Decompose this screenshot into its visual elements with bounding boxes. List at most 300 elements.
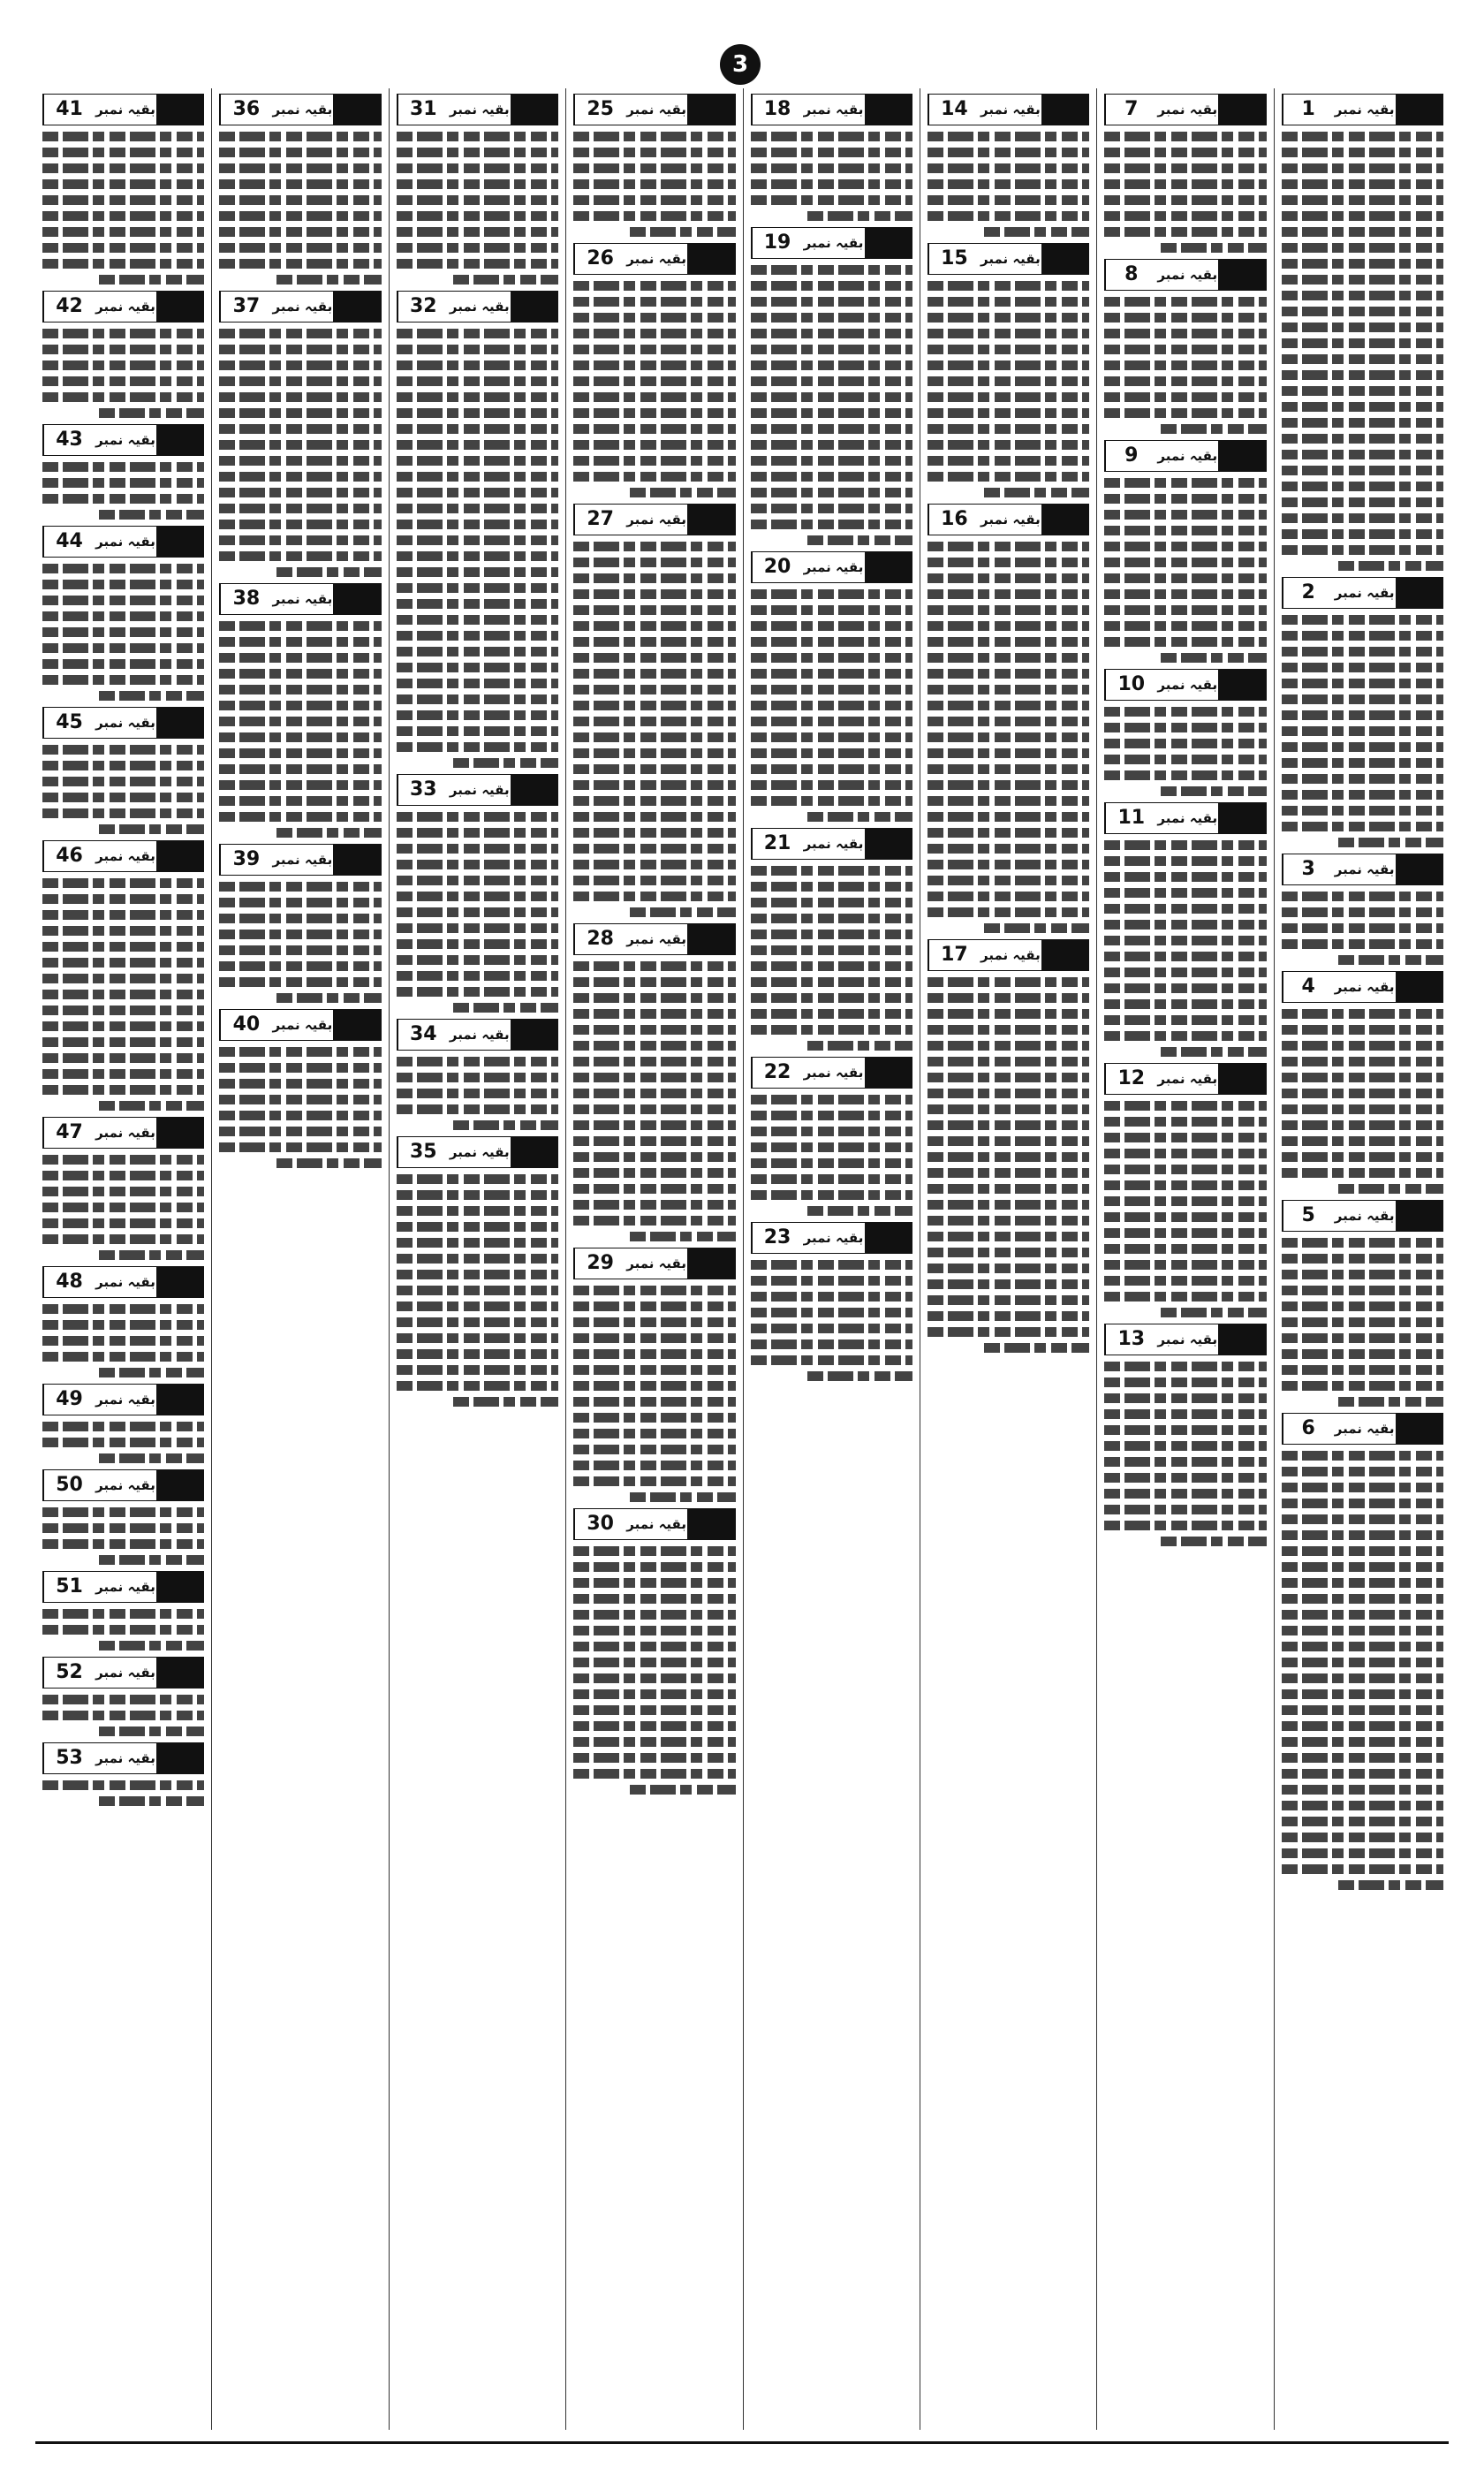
text-line xyxy=(1282,466,1443,475)
text-line xyxy=(42,360,204,370)
text-line xyxy=(1282,1658,1443,1667)
section-label: بقیہ نمبر xyxy=(95,102,155,118)
text-line xyxy=(1282,354,1443,364)
text-line xyxy=(573,653,735,663)
text-line xyxy=(219,898,381,907)
continuation-header xyxy=(928,243,1089,275)
news-column xyxy=(565,88,742,2430)
text-line xyxy=(397,971,558,981)
text-line xyxy=(397,987,558,997)
continuation-item xyxy=(219,583,381,838)
continuation-number: 48 xyxy=(43,1267,95,1297)
text-line xyxy=(42,761,204,770)
header-bar xyxy=(687,244,734,274)
continuation-item xyxy=(397,291,558,768)
text-line xyxy=(1282,1451,1443,1461)
text-line xyxy=(573,717,735,726)
text-line xyxy=(573,456,735,466)
text-line xyxy=(1104,755,1266,764)
continuation-header xyxy=(42,1117,204,1149)
text-line xyxy=(219,424,381,434)
article-text xyxy=(573,281,735,497)
text-line xyxy=(1104,1196,1266,1206)
text-line xyxy=(573,148,735,157)
text-line xyxy=(397,812,558,822)
text-line xyxy=(928,621,1089,631)
continuation-header xyxy=(751,1222,912,1254)
text-line xyxy=(573,701,735,710)
text-line xyxy=(219,764,381,774)
header-bar xyxy=(333,845,380,875)
text-line xyxy=(99,691,204,701)
text-line xyxy=(1104,888,1266,898)
continuation-number: 33 xyxy=(398,775,449,805)
text-line xyxy=(1282,1073,1443,1082)
continuation-number: 7 xyxy=(1105,95,1156,125)
section-label: بقیہ نمبر xyxy=(1334,1208,1395,1224)
text-line xyxy=(397,360,558,370)
text-line xyxy=(751,748,912,758)
text-line xyxy=(928,1216,1089,1226)
section-label: بقیہ نمبر xyxy=(1157,267,1218,283)
continuation-number: 14 xyxy=(928,95,980,125)
text-line xyxy=(573,1025,735,1035)
text-line xyxy=(573,621,735,631)
text-line xyxy=(219,669,381,679)
text-line xyxy=(573,589,735,599)
text-line xyxy=(1161,653,1266,663)
text-line xyxy=(1104,313,1266,323)
newspaper-page xyxy=(35,88,1450,2430)
text-line xyxy=(219,195,381,205)
continuation-number: 27 xyxy=(574,505,625,535)
article-text xyxy=(1282,1238,1443,1407)
text-line xyxy=(573,1546,735,1556)
continuation-header xyxy=(573,923,735,955)
text-line xyxy=(928,1009,1089,1019)
text-line xyxy=(1282,1817,1443,1826)
text-line xyxy=(1338,838,1443,847)
text-line xyxy=(219,132,381,141)
text-line xyxy=(1104,707,1266,717)
text-line xyxy=(99,1796,204,1806)
text-line xyxy=(397,663,558,672)
text-line xyxy=(1282,338,1443,348)
continuation-number: 46 xyxy=(43,841,95,871)
text-line xyxy=(1282,482,1443,491)
text-line xyxy=(397,599,558,609)
continuation-header xyxy=(1282,854,1443,885)
text-line xyxy=(751,424,912,434)
text-line xyxy=(219,148,381,157)
text-line xyxy=(573,1152,735,1162)
text-line xyxy=(573,1333,735,1343)
article-text xyxy=(1104,1362,1266,1546)
text-line xyxy=(42,611,204,621)
text-line xyxy=(928,977,1089,987)
text-line xyxy=(573,1286,735,1295)
article-text xyxy=(928,542,1089,933)
text-line xyxy=(1282,1120,1443,1130)
article-text xyxy=(1282,132,1443,571)
text-line xyxy=(42,745,204,755)
article-text xyxy=(1282,1009,1443,1194)
text-line xyxy=(219,914,381,923)
text-line xyxy=(397,1104,558,1114)
text-line xyxy=(42,878,204,888)
continuation-header xyxy=(42,1469,204,1501)
continuation-item xyxy=(1282,854,1443,965)
text-line xyxy=(42,1006,204,1015)
text-line xyxy=(751,977,912,987)
text-line xyxy=(1338,1184,1443,1194)
text-line xyxy=(1282,1626,1443,1635)
text-line xyxy=(751,701,912,710)
text-line xyxy=(1282,1737,1443,1747)
text-line xyxy=(1282,1721,1443,1731)
text-line xyxy=(928,329,1089,338)
text-line xyxy=(1282,647,1443,656)
continuation-item xyxy=(573,94,735,237)
text-line xyxy=(807,1206,912,1216)
continuation-number: 35 xyxy=(398,1137,449,1167)
text-line xyxy=(984,227,1089,237)
text-line xyxy=(573,1381,735,1391)
text-line xyxy=(42,910,204,920)
text-line xyxy=(219,345,381,354)
continuation-header xyxy=(573,1248,735,1279)
continuation-item xyxy=(42,840,204,1111)
continuation-number: 52 xyxy=(43,1658,95,1688)
text-line xyxy=(751,796,912,806)
header-bar xyxy=(156,1572,203,1602)
continuation-number: 49 xyxy=(43,1385,95,1415)
continuation-number: 20 xyxy=(752,552,803,582)
text-line xyxy=(573,1184,735,1194)
text-line xyxy=(397,132,558,141)
text-line xyxy=(573,1136,735,1146)
text-line xyxy=(1104,1473,1266,1483)
text-line xyxy=(42,163,204,173)
text-line xyxy=(1104,605,1266,615)
text-line xyxy=(397,1381,558,1391)
text-line xyxy=(630,1785,735,1795)
text-line xyxy=(42,1187,204,1196)
text-line xyxy=(42,1320,204,1330)
text-line xyxy=(751,882,912,892)
text-line xyxy=(397,1206,558,1216)
header-bar xyxy=(156,1743,203,1773)
text-line xyxy=(1282,1483,1443,1492)
text-line xyxy=(1282,939,1443,949)
text-line xyxy=(1282,758,1443,768)
text-line xyxy=(751,621,912,631)
text-line xyxy=(1161,786,1266,796)
header-bar xyxy=(156,95,203,125)
text-line xyxy=(1104,1133,1266,1142)
continuation-number: 15 xyxy=(928,244,980,274)
text-line xyxy=(1282,1610,1443,1620)
continuation-number: 51 xyxy=(43,1572,95,1602)
text-line xyxy=(1104,1292,1266,1302)
text-line xyxy=(751,392,912,402)
text-line xyxy=(1282,1089,1443,1098)
header-bar xyxy=(1218,803,1265,833)
text-line xyxy=(573,1737,735,1747)
header-bar xyxy=(865,552,912,582)
text-line xyxy=(219,1142,381,1152)
text-line xyxy=(397,1333,558,1343)
article-text xyxy=(1104,840,1266,1057)
continuation-header xyxy=(219,1009,381,1041)
header-bar xyxy=(1041,95,1088,125)
section-label: بقیہ نمبر xyxy=(1157,677,1218,693)
text-line xyxy=(751,945,912,955)
continuation-number: 9 xyxy=(1105,441,1156,471)
header-bar xyxy=(687,1248,734,1279)
text-line xyxy=(397,259,558,269)
text-line xyxy=(397,345,558,354)
text-line xyxy=(1104,297,1266,307)
text-line xyxy=(1282,1041,1443,1051)
continuation-number: 44 xyxy=(43,527,95,557)
continuation-item xyxy=(397,94,558,285)
section-label: بقیہ نمبر xyxy=(95,534,155,550)
continuation-header xyxy=(1104,259,1266,291)
text-line xyxy=(42,580,204,589)
text-line xyxy=(99,1555,204,1565)
section-label: بقیہ نمبر xyxy=(449,1144,510,1160)
text-line xyxy=(42,1523,204,1533)
text-line xyxy=(42,1780,204,1790)
text-line xyxy=(397,1365,558,1375)
section-label: بقیہ نمبر xyxy=(95,1392,155,1408)
text-line xyxy=(397,955,558,965)
text-line xyxy=(751,132,912,141)
text-line xyxy=(751,179,912,189)
text-line xyxy=(1282,1009,1443,1019)
text-line xyxy=(1104,195,1266,205)
text-line xyxy=(99,1101,204,1111)
article-text xyxy=(42,878,204,1111)
text-line xyxy=(573,1594,735,1604)
text-line xyxy=(42,462,204,472)
text-line xyxy=(751,1009,912,1019)
text-line xyxy=(928,440,1089,450)
text-line xyxy=(1104,494,1266,504)
text-line xyxy=(1104,856,1266,866)
continuation-item xyxy=(42,1384,204,1463)
text-line xyxy=(219,392,381,402)
text-line xyxy=(1104,478,1266,488)
header-bar xyxy=(865,1223,912,1253)
header-bar xyxy=(511,1020,557,1050)
continuation-number: 28 xyxy=(574,924,625,954)
continuation-number: 41 xyxy=(43,95,95,125)
text-line xyxy=(219,701,381,710)
section-label: بقیہ نمبر xyxy=(1157,1071,1218,1087)
text-line xyxy=(573,993,735,1003)
continuation-item xyxy=(928,243,1089,497)
text-line xyxy=(573,1413,735,1423)
text-line xyxy=(573,876,735,885)
text-line xyxy=(573,828,735,838)
text-line xyxy=(276,828,382,838)
text-line xyxy=(397,488,558,497)
text-line xyxy=(1104,1276,1266,1286)
text-line xyxy=(630,488,735,497)
text-line xyxy=(573,1120,735,1130)
article-text xyxy=(397,329,558,768)
text-line xyxy=(573,1689,735,1699)
text-line xyxy=(573,1445,735,1454)
text-line xyxy=(1282,1286,1443,1295)
text-line xyxy=(573,211,735,221)
continuation-number: 11 xyxy=(1105,803,1156,833)
article-text xyxy=(751,1095,912,1216)
text-line xyxy=(397,679,558,688)
text-line xyxy=(928,828,1089,838)
continuation-header xyxy=(397,291,558,323)
text-line xyxy=(219,520,381,529)
article-text xyxy=(573,1286,735,1502)
text-line xyxy=(928,281,1089,291)
article-text xyxy=(42,564,204,701)
text-line xyxy=(219,440,381,450)
text-line xyxy=(573,542,735,551)
text-line xyxy=(42,627,204,637)
continuation-header xyxy=(397,94,558,125)
continuation-header xyxy=(573,94,735,125)
article-text xyxy=(751,589,912,822)
text-line xyxy=(751,1127,912,1136)
text-line xyxy=(397,408,558,418)
text-line xyxy=(573,558,735,567)
text-line xyxy=(1104,904,1266,914)
text-line xyxy=(42,1304,204,1314)
continuation-header xyxy=(42,424,204,456)
text-line xyxy=(573,780,735,790)
header-bar xyxy=(333,292,380,322)
header-bar xyxy=(156,1470,203,1500)
text-line xyxy=(807,211,912,221)
text-line xyxy=(751,163,912,173)
text-line xyxy=(42,1053,204,1063)
continuation-header xyxy=(1282,577,1443,609)
text-line xyxy=(42,1234,204,1244)
text-line xyxy=(573,163,735,173)
article-text xyxy=(573,1546,735,1795)
section-label: بقیہ نمبر xyxy=(626,931,686,947)
text-line xyxy=(1282,1136,1443,1146)
header-bar xyxy=(1396,95,1442,125)
text-line xyxy=(1282,275,1443,285)
text-line xyxy=(573,1626,735,1635)
article-text xyxy=(42,132,204,285)
text-line xyxy=(397,615,558,625)
text-line xyxy=(1161,1308,1266,1317)
text-line xyxy=(1282,307,1443,316)
text-line xyxy=(928,1104,1089,1114)
continuation-number: 34 xyxy=(398,1020,449,1050)
text-line xyxy=(99,275,204,285)
header-bar xyxy=(1041,940,1088,970)
continuation-header xyxy=(397,1019,558,1051)
text-line xyxy=(219,408,381,418)
continuation-item xyxy=(928,504,1089,933)
section-label: بقیہ نمبر xyxy=(626,1516,686,1532)
section-label: بقیہ نمبر xyxy=(980,102,1041,118)
text-line xyxy=(1282,1238,1443,1248)
section-label: بقیہ نمبر xyxy=(626,512,686,527)
text-line xyxy=(397,504,558,513)
header-bar xyxy=(1396,578,1442,608)
header-bar xyxy=(1396,854,1442,884)
text-line xyxy=(1282,1057,1443,1066)
text-line xyxy=(573,1753,735,1763)
text-line xyxy=(397,1317,558,1327)
text-line xyxy=(1104,211,1266,221)
text-line xyxy=(1104,1212,1266,1222)
article-text xyxy=(219,329,381,577)
text-line xyxy=(573,1578,735,1588)
continuation-item xyxy=(42,1117,204,1260)
text-line xyxy=(397,424,558,434)
text-line xyxy=(928,1279,1089,1289)
text-line xyxy=(1282,892,1443,901)
text-line xyxy=(751,914,912,923)
text-line xyxy=(1104,840,1266,850)
text-line xyxy=(42,942,204,952)
text-line xyxy=(928,1200,1089,1210)
text-line xyxy=(1282,1673,1443,1683)
text-line xyxy=(928,345,1089,354)
text-line xyxy=(99,1453,204,1463)
continuation-item xyxy=(751,1222,912,1381)
text-line xyxy=(751,1142,912,1152)
text-line xyxy=(42,1352,204,1362)
text-line xyxy=(1104,1101,1266,1111)
section-label: بقیہ نمبر xyxy=(95,1125,155,1141)
text-line xyxy=(219,637,381,647)
continuation-item xyxy=(751,551,912,822)
header-bar xyxy=(687,505,734,535)
text-line xyxy=(751,589,912,599)
text-line xyxy=(219,780,381,790)
text-line xyxy=(219,796,381,806)
text-line xyxy=(1282,822,1443,831)
header-bar xyxy=(687,924,734,954)
text-line xyxy=(1282,545,1443,555)
text-line xyxy=(573,376,735,386)
text-line xyxy=(928,685,1089,694)
text-line xyxy=(928,179,1089,189)
text-line xyxy=(573,345,735,354)
continuation-header xyxy=(42,94,204,125)
section-label: بقیہ نمبر xyxy=(1334,585,1395,601)
text-line xyxy=(928,1168,1089,1178)
continuation-number: 50 xyxy=(43,1470,95,1500)
text-line xyxy=(397,876,558,885)
continuation-number: 36 xyxy=(220,95,271,125)
continuation-header xyxy=(42,707,204,739)
continuation-number: 25 xyxy=(574,95,625,125)
article-text xyxy=(397,1057,558,1130)
article-text xyxy=(42,462,204,520)
continuation-header xyxy=(219,844,381,876)
text-line xyxy=(397,472,558,482)
article-text xyxy=(42,1155,204,1260)
